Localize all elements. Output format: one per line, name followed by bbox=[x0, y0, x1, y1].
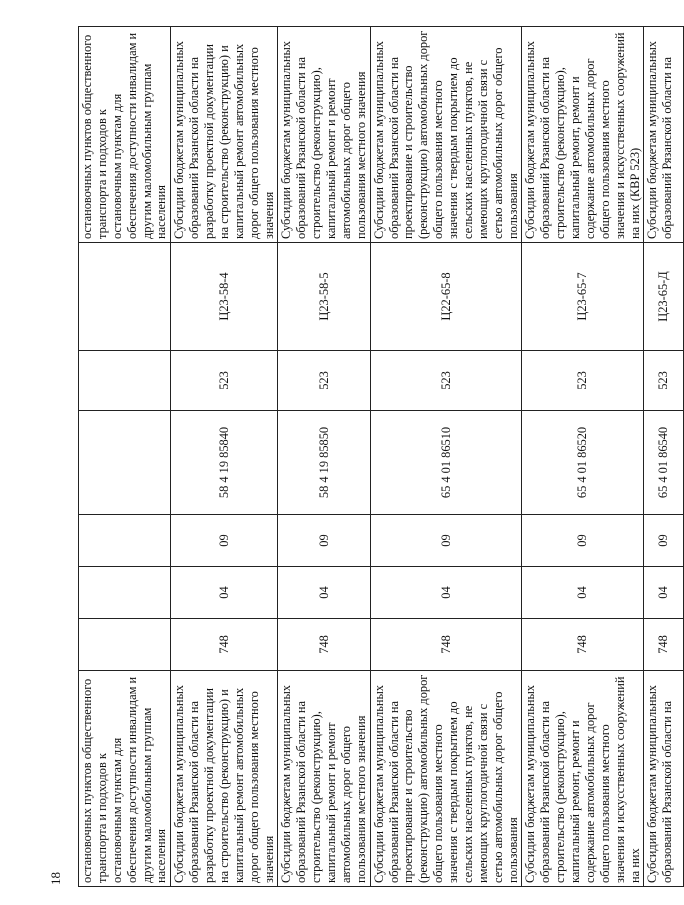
target-article-cell: 65 4 01 86540 bbox=[644, 411, 684, 515]
subsection-cell: 09 bbox=[370, 515, 522, 567]
description-cell-2: Субсидии бюджетам муниципальных образований Рязанской области на строительство (реконструкцию), капитальный ремонт и ремонт автомобильных дорог общего пользования местного значения bbox=[278, 27, 370, 243]
expense-type-cell: 523 bbox=[278, 351, 370, 411]
target-article-cell: 65 4 01 86520 bbox=[522, 411, 644, 515]
description-cell-2: Субсидии бюджетам муниципальных образований Рязанской области на строительство (реконструкцию), капитальный ремонт, ремонт и содержание автомобильных дорог общего пользования местного значения и искусственных сооружений на них (КВР 523) bbox=[522, 27, 644, 243]
table-row bbox=[278, 27, 370, 887]
code-cell: Ц23-58-4 bbox=[171, 243, 278, 351]
section-cell: 04 bbox=[644, 567, 684, 619]
table-row bbox=[370, 27, 522, 887]
budget-table bbox=[78, 26, 684, 887]
table-row bbox=[79, 27, 171, 887]
rotated-page bbox=[0, 3, 675, 903]
code-cell: Ц23-65-7 bbox=[522, 243, 644, 351]
description-cell: Субсидии бюджетам муниципальных образований Рязанской области на проектирование и строительство (реконструкцию) автомобильных дорог общего пользования местного значения с твердым покрытием до сельских населенных пунктов, не имеющих круглогодичной связи с сетью автомобильных дорог общего пользования bbox=[370, 671, 522, 887]
expense-type-cell bbox=[79, 351, 171, 411]
target-article-cell bbox=[79, 411, 171, 515]
code-cell: Ц23-65-Д bbox=[644, 243, 684, 351]
section-cell: 04 bbox=[370, 567, 522, 619]
expense-type-cell: 523 bbox=[370, 351, 522, 411]
section-cell: 04 bbox=[278, 567, 370, 619]
expense-type-cell: 523 bbox=[171, 351, 278, 411]
table-row bbox=[644, 27, 684, 887]
subsection-cell: 09 bbox=[644, 515, 684, 567]
grbs-cell: 748 bbox=[370, 619, 522, 671]
description-cell: Субсидии бюджетам муниципальных образований Рязанской области на строительство (реконструкцию), капитальный ремонт, ремонт и содержание автомобильных дорог общего пользования местного значения и искусственных сооружений на них bbox=[522, 671, 644, 887]
target-article-cell: 65 4 01 86510 bbox=[370, 411, 522, 515]
description-cell: Субсидии бюджетам муниципальных образований Рязанской области на bbox=[644, 671, 684, 887]
expense-type-cell: 523 bbox=[522, 351, 644, 411]
code-cell: Ц22-65-8 bbox=[370, 243, 522, 351]
page-number: 18 bbox=[48, 872, 63, 885]
code-cell: Ц23-58-5 bbox=[278, 243, 370, 351]
description-cell: остановочных пунктов общественного транспорта и подходов к остановочным пунктам для обеспечения доступности инвалидам и другим маломобильным группам населения bbox=[79, 671, 171, 887]
subsection-cell: 09 bbox=[171, 515, 278, 567]
target-article-cell: 58 4 19 85840 bbox=[171, 411, 278, 515]
expense-type-cell: 523 bbox=[644, 351, 684, 411]
grbs-cell bbox=[79, 619, 171, 671]
subsection-cell: 09 bbox=[522, 515, 644, 567]
section-cell bbox=[79, 567, 171, 619]
grbs-cell: 748 bbox=[644, 619, 684, 671]
description-cell-2: Субсидии бюджетам муниципальных образований Рязанской области на bbox=[644, 27, 684, 243]
section-cell: 04 bbox=[522, 567, 644, 619]
target-article-cell: 58 4 19 85850 bbox=[278, 411, 370, 515]
grbs-cell: 748 bbox=[278, 619, 370, 671]
grbs-cell: 748 bbox=[522, 619, 644, 671]
description-cell-2: остановочных пунктов общественного транспорта и подходов к остановочным пунктам для обеспечения доступности инвалидам и другим маломобильным группам населения bbox=[79, 27, 171, 243]
subsection-cell bbox=[79, 515, 171, 567]
code-cell bbox=[79, 243, 171, 351]
subsection-cell: 09 bbox=[278, 515, 370, 567]
description-cell-2: Субсидии бюджетам муниципальных образований Рязанской области на проектирование и строительство (реконструкцию) автомобильных дорог общего пользования местного значения с твердым покрытием до сельских населенных пунктов, не имеющих круглогодичной связи с сетью автомобильных дорог общего пользования bbox=[370, 27, 522, 243]
section-cell: 04 bbox=[171, 567, 278, 619]
description-cell: Субсидии бюджетам муниципальных образований Рязанской области на строительство (реконструкцию), капитальный ремонт и ремонт автомобильных дорог общего пользования местного значения bbox=[278, 671, 370, 887]
description-cell-2: Субсидии бюджетам муниципальных образований Рязанской области на разработку проектной документации на строительство (реконструкцию) и капитальный ремонт автомобильных дорог общего пользования местного значения bbox=[171, 27, 278, 243]
table-row bbox=[522, 27, 644, 887]
description-cell: Субсидии бюджетам муниципальных образований Рязанской области на разработку проектной документации на строительство (реконструкцию) и капитальный ремонт автомобильных дорог общего пользования местного значения bbox=[171, 671, 278, 887]
table-row bbox=[171, 27, 278, 887]
grbs-cell: 748 bbox=[171, 619, 278, 671]
